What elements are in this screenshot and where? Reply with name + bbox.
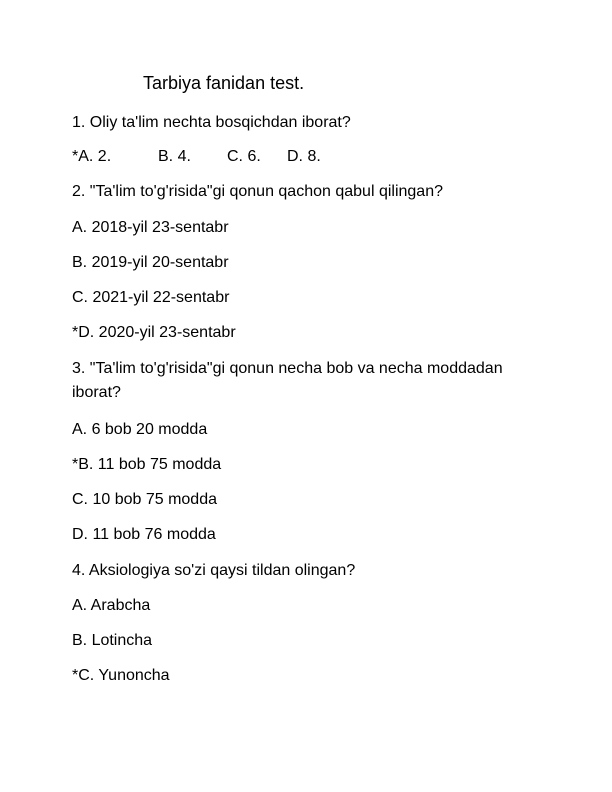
q1-option-a: *A. 2. [72,148,112,165]
q2-option-b: B. 2019-yil 20-sentabr [72,254,229,271]
q4-option-b: B. Lotincha [72,632,153,649]
question-1: 1. Oliy ta'lim nechta bosqichdan iborat? [72,114,351,131]
q2-option-c: C. 2021-yil 22-sentabr [72,289,230,306]
q4-option-a: A. Arabcha [72,597,151,614]
q1-option-c: C. 6. [227,148,261,165]
q1-option-b: B. 4. [158,148,191,165]
q3-option-c: C. 10 bob 75 modda [72,491,217,508]
q3-option-d: D. 11 bob 76 modda [72,526,216,543]
document-title: Tarbiya fanidan test. [143,73,305,93]
q3-option-a: A. 6 bob 20 modda [72,421,208,438]
q1-option-d: D. 8. [287,148,321,165]
question-2: 2. "Ta'lim to'g'risida"gi qonun qachon qabul qilingan? [72,183,443,200]
q2-option-a: A. 2018-yil 23-sentabr [72,219,229,236]
question-3: 3. "Ta'lim to'g'risida"gi qonun necha bob va necha moddadan iborat? [72,360,503,401]
q4-option-c: *C. Yunoncha [72,667,170,684]
q2-option-d: *D. 2020-yil 23-sentabr [72,324,236,341]
q3-option-b: *B. 11 bob 75 modda [72,456,222,473]
question-4: 4. Aksiologiya so'zi qaysi tildan olingan? [72,562,356,579]
